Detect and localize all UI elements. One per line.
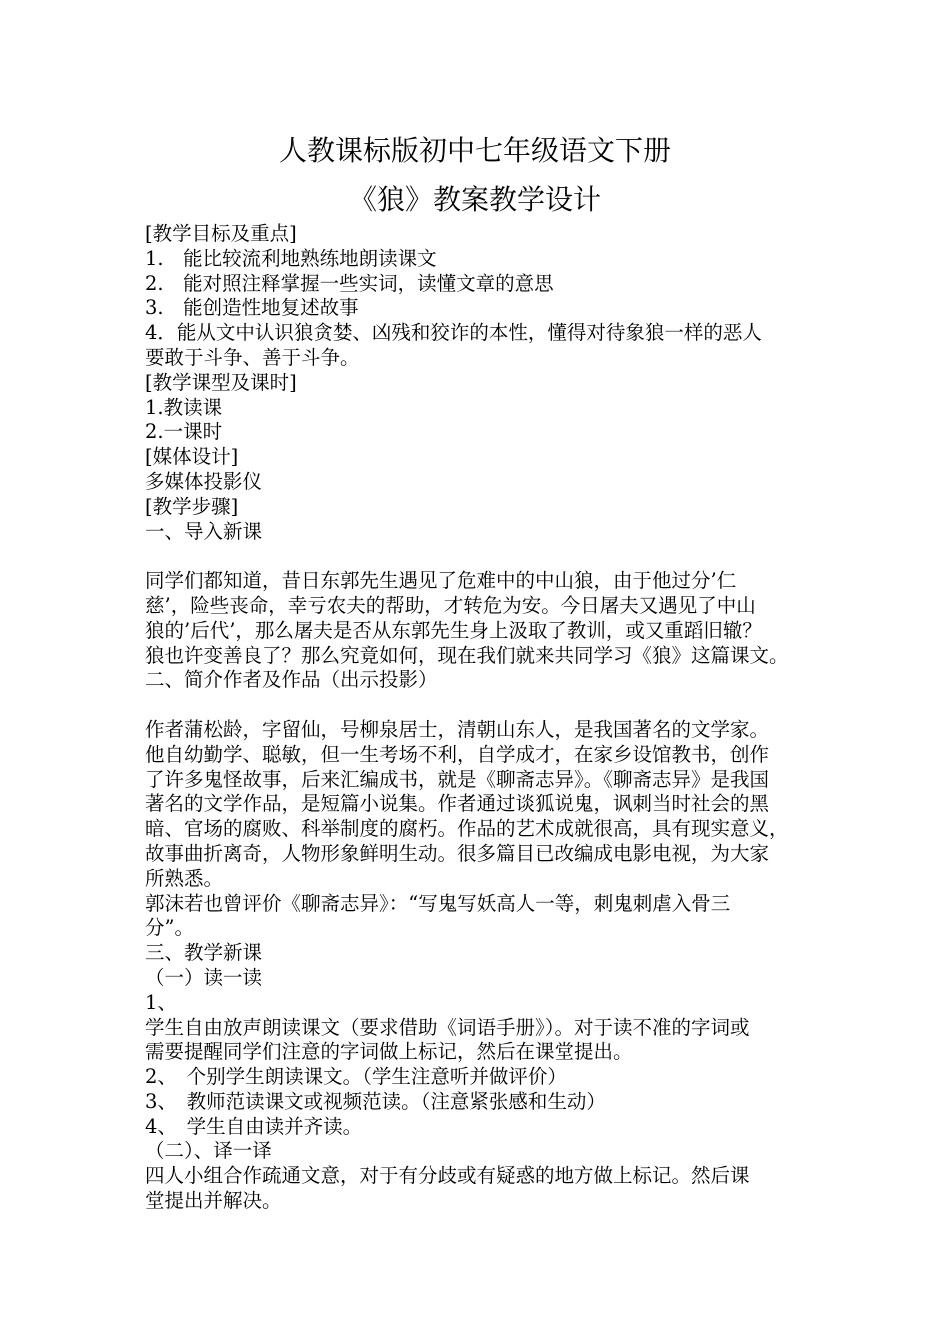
text-line: 4．能从文中认识狼贪婪、凶残和狡诈的本性，懂得对待象狼一样的恶人 bbox=[145, 321, 762, 345]
text-line: 四人小组合作疏通文意，对于有分歧或有疑惑的地方做上标记。然后课 bbox=[145, 1164, 750, 1188]
text-line: （二）、译一译 bbox=[145, 1139, 272, 1163]
text-line: [教学目标及重点] bbox=[145, 222, 297, 245]
text-line: 1. 能比较流利地熟练地朗读课文 bbox=[145, 246, 437, 270]
text-line: 4、 学生自由读并齐读。 bbox=[145, 1114, 363, 1138]
text-line: 3、 教师范读课文或视频范读。（注意紧张感和生动） bbox=[145, 1089, 606, 1113]
text-line: [媒体设计] bbox=[145, 445, 239, 469]
text-line: [教学课型及课时] bbox=[145, 370, 297, 394]
text-line: 多媒体投影仪 bbox=[145, 469, 263, 493]
text-line: 3. 能创造性地复述故事 bbox=[145, 296, 359, 320]
text-line: 需要提醒同学们注意的字词做上标记，然后在课堂提出。 bbox=[145, 1040, 633, 1064]
text-line: 了许多鬼怪故事，后来汇编成书，就是《聊斋志异》。《聊斋志异》是我国 bbox=[145, 767, 770, 791]
text-line: 一、导入新课 bbox=[145, 519, 263, 543]
text-line: 他自幼勤学、聪敏，但一生考场不利，自学成才，在家乡设馆教书，创作 bbox=[145, 742, 770, 766]
text-line: 1、 bbox=[145, 990, 177, 1014]
blank-line bbox=[145, 693, 815, 718]
text-line: [教学步骤] bbox=[145, 494, 239, 518]
text-line: 2.一课时 bbox=[145, 420, 223, 444]
text-line: 著名的文学作品，是短篇小说集。作者通过谈狐说鬼，讽刺当时社会的黑 bbox=[145, 792, 770, 816]
text-line: 狼的’后代’，那么屠夫是否从东郭先生身上汲取了教训，或又重蹈旧辙？ bbox=[145, 618, 762, 642]
text-line: 郭沫若也曾评价《聊斋志异》：“写鬼写妖高人一等，刺鬼刺虐入骨三 bbox=[145, 891, 731, 915]
text-line: 1.教读课 bbox=[145, 395, 223, 419]
text-line: 2. 能对照注释掌握一些实词，读懂文章的意思 bbox=[145, 271, 554, 295]
document-body bbox=[145, 222, 815, 1214]
text-line: 堂提出并解决。 bbox=[145, 1189, 282, 1213]
text-line: 狼也许变善良了？那么究竟如何，现在我们就来共同学习《狼》这篇课文。 bbox=[145, 643, 789, 667]
text-line: 学生自由放声朗读课文（要求借助《词语手册》）。对于读不准的字词或 bbox=[145, 1015, 750, 1039]
text-line: 同学们都知道，昔日东郭先生遇见了危难中的中山狼，由于他过分’仁 bbox=[145, 569, 737, 593]
text-line: 分”。 bbox=[145, 916, 194, 940]
text-line: 三、教学新课 bbox=[145, 941, 263, 965]
text-line: 要敢于斗争、善于斗争。 bbox=[145, 345, 360, 369]
text-line: 二、简介作者及作品（出示投影） bbox=[145, 668, 438, 692]
text-line: 所熟悉。 bbox=[145, 866, 224, 890]
document-subtitle: 《狼》教案教学设计 bbox=[348, 183, 601, 216]
text-line: 慈’，险些丧命，幸亏农夫的帮助，才转危为安。今日屠夫又遇见了中山 bbox=[145, 593, 756, 617]
text-line: 2、 个别学生朗读课文。（学生注意听并做评价） bbox=[145, 1065, 567, 1089]
blank-line bbox=[145, 544, 815, 569]
text-line: 暗、官场的腐败、科举制度的腐朽。作品的艺术成就很高，具有现实意义， bbox=[145, 817, 789, 841]
text-line: （一）读一读 bbox=[145, 965, 263, 989]
text-line: 作者蒲松龄，字留仙，号柳泉居士，清朝山东人，是我国著名的文学家。 bbox=[145, 717, 770, 741]
document-title: 人教课标版初中七年级语文下册 bbox=[278, 134, 671, 167]
text-line: 故事曲折离奇，人物形象鲜明生动。很多篇目已改编成电影电视，为大家 bbox=[145, 841, 770, 865]
